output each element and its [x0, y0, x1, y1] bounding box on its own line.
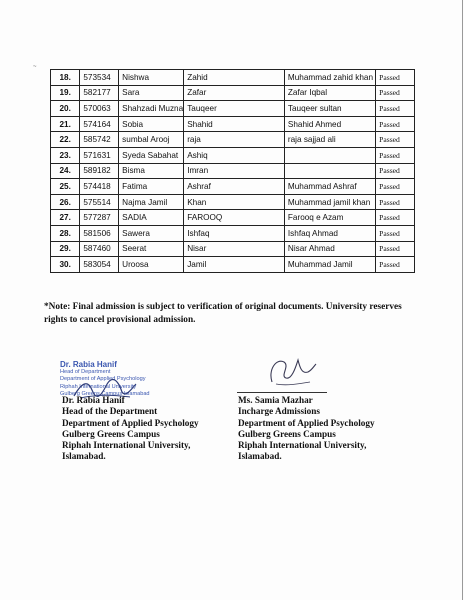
father-name-cell: Ashiq — [184, 147, 285, 163]
stamp-line: Gulberg Greens Campus Islamabad — [60, 391, 150, 397]
table-row — [51, 147, 415, 163]
registration-number-cell: 574164 — [80, 116, 119, 132]
scan-edge — [462, 0, 463, 600]
father-name-cell: Tauqeer — [184, 101, 285, 117]
father-full-name-cell: raja sajjad ali — [284, 132, 375, 148]
status-cell: Passed — [376, 225, 415, 241]
father-full-name-cell: Muhammad Jamil — [284, 257, 375, 273]
student-name-cell: Sobia — [119, 116, 184, 132]
signatory-line: Department of Applied Psychology — [238, 417, 375, 428]
signatory-line: Department of Applied Psychology — [62, 417, 199, 428]
student-name-cell: Nishwa — [119, 70, 184, 86]
father-full-name-cell: Zafar Iqbal — [284, 85, 375, 101]
father-name-cell: FAROOQ — [184, 210, 285, 226]
serial-number-cell: 29. — [51, 241, 80, 257]
serial-number-cell: 23. — [51, 147, 80, 163]
serial-number-cell: 28. — [51, 225, 80, 241]
table-row — [51, 85, 415, 101]
table-row — [51, 70, 415, 86]
registration-number-cell: 575514 — [80, 194, 119, 210]
father-full-name-cell: Shahid Ahmed — [284, 116, 375, 132]
signatory-left — [62, 395, 199, 463]
serial-number-cell: 18. — [51, 70, 80, 86]
father-name-cell: Ashraf — [184, 179, 285, 195]
registration-number-cell: 587460 — [80, 241, 119, 257]
signatory-line: Gulberg Greens Campus — [62, 428, 160, 439]
serial-number-cell: 27. — [51, 210, 80, 226]
serial-number-cell: 22. — [51, 132, 80, 148]
registration-number-cell: 581506 — [80, 225, 119, 241]
father-name-cell: Nisar — [184, 241, 285, 257]
status-cell: Passed — [376, 241, 415, 257]
table-row — [51, 116, 415, 132]
registration-number-cell: 589182 — [80, 163, 119, 179]
table-row — [51, 132, 415, 148]
serial-number-cell: 24. — [51, 163, 80, 179]
father-full-name-cell: Farooq e Azam — [284, 210, 375, 226]
registration-number-cell: 574418 — [80, 179, 119, 195]
stamp-line: Head of Department — [60, 368, 111, 375]
signatory-line: Head of the Department — [62, 406, 158, 417]
status-cell: Passed — [376, 179, 415, 195]
results-table — [50, 69, 415, 273]
student-name-cell: Najma Jamil — [119, 194, 184, 210]
father-full-name-cell — [284, 147, 375, 163]
signatory-line: Islamabad. — [62, 451, 106, 462]
stamp-line: Department of Applied Psychology — [60, 376, 146, 382]
registration-number-cell: 571631 — [80, 147, 119, 163]
status-cell: Passed — [376, 163, 415, 179]
status-cell: Passed — [376, 85, 415, 101]
stamp-name: Dr. Rabia Hanif — [60, 360, 117, 369]
student-name-cell: Sara — [119, 85, 184, 101]
father-full-name-cell: Muhammad jamil khan — [284, 194, 375, 210]
serial-number-cell: 30. — [51, 257, 80, 273]
registration-number-cell: 570063 — [80, 101, 119, 117]
father-name-cell: Imran — [184, 163, 285, 179]
signatory-line: Gulberg Greens Campus — [238, 428, 336, 439]
serial-number-cell: 19. — [51, 85, 80, 101]
signature-right-icon — [262, 352, 322, 392]
serial-number-cell: 25. — [51, 179, 80, 195]
table-row — [51, 257, 415, 273]
status-cell: Passed — [376, 70, 415, 86]
table-row — [51, 179, 415, 195]
table-row — [51, 225, 415, 241]
signatory-name: Dr. Rabia Hanif — [62, 395, 125, 405]
student-name-cell: Sawera — [119, 225, 184, 241]
table-row — [51, 163, 415, 179]
serial-number-cell: 21. — [51, 116, 80, 132]
stamp-line: Riphah International University — [60, 383, 137, 390]
status-cell: Passed — [376, 257, 415, 273]
registration-number-cell: 573534 — [80, 70, 119, 86]
student-name-cell: Shahzadi Muzna — [119, 101, 184, 117]
table-row — [51, 210, 415, 226]
status-cell: Passed — [376, 194, 415, 210]
father-name-cell: Shahid — [184, 116, 285, 132]
father-full-name-cell: Tauqeer sultan — [284, 101, 375, 117]
student-name-cell: sumbal Arooj — [119, 132, 184, 148]
father-name-cell: raja — [184, 132, 285, 148]
table-row — [51, 241, 415, 257]
status-cell: Passed — [376, 101, 415, 117]
student-name-cell: Uroosa — [119, 257, 184, 273]
signature-line — [237, 392, 327, 393]
father-name-cell: Zafar — [184, 85, 285, 101]
father-name-cell: Ishfaq — [184, 225, 285, 241]
table-row — [51, 194, 415, 210]
student-name-cell: SADIA — [119, 210, 184, 226]
status-cell: Passed — [376, 147, 415, 163]
father-full-name-cell: Muhammad zahid khan — [284, 70, 375, 86]
student-name-cell: Fatima — [119, 179, 184, 195]
student-name-cell: Syeda Sabahat — [119, 147, 184, 163]
status-cell: Passed — [376, 210, 415, 226]
father-full-name-cell: Nisar Ahmad — [284, 241, 375, 257]
student-name-cell: Seerat — [119, 241, 184, 257]
serial-number-cell: 26. — [51, 194, 80, 210]
father-full-name-cell — [284, 163, 375, 179]
signatory-line: Incharge Admissions — [238, 406, 320, 417]
student-name-cell: Bisma — [119, 163, 184, 179]
registration-number-cell: 583054 — [80, 257, 119, 273]
signatory-line: Riphah International University, — [238, 440, 367, 451]
results-table-body — [51, 70, 415, 273]
father-name-cell: Zahid — [184, 70, 285, 86]
registration-number-cell: 582177 — [80, 85, 119, 101]
signatory-line: Riphah International University, — [62, 440, 191, 451]
registration-number-cell: 577287 — [80, 210, 119, 226]
scan-speck: ~ — [33, 64, 37, 70]
serial-number-cell: 20. — [51, 101, 80, 117]
father-name-cell: Khan — [184, 194, 285, 210]
father-full-name-cell: Muhammad Ashraf — [284, 179, 375, 195]
signatory-right — [238, 395, 375, 463]
status-cell: Passed — [376, 116, 415, 132]
father-name-cell: Jamil — [184, 257, 285, 273]
signatory-name: Ms. Samia Mazhar — [238, 395, 313, 405]
signatory-line: Islamabad. — [238, 451, 282, 462]
admission-note: *Note: Final admission is subject to verification of original documents. University reserves rights to cancel provisional admission. — [44, 302, 402, 325]
registration-number-cell: 585742 — [80, 132, 119, 148]
father-full-name-cell: Ishfaq Ahmad — [284, 225, 375, 241]
status-cell: Passed — [376, 132, 415, 148]
table-row — [51, 101, 415, 117]
